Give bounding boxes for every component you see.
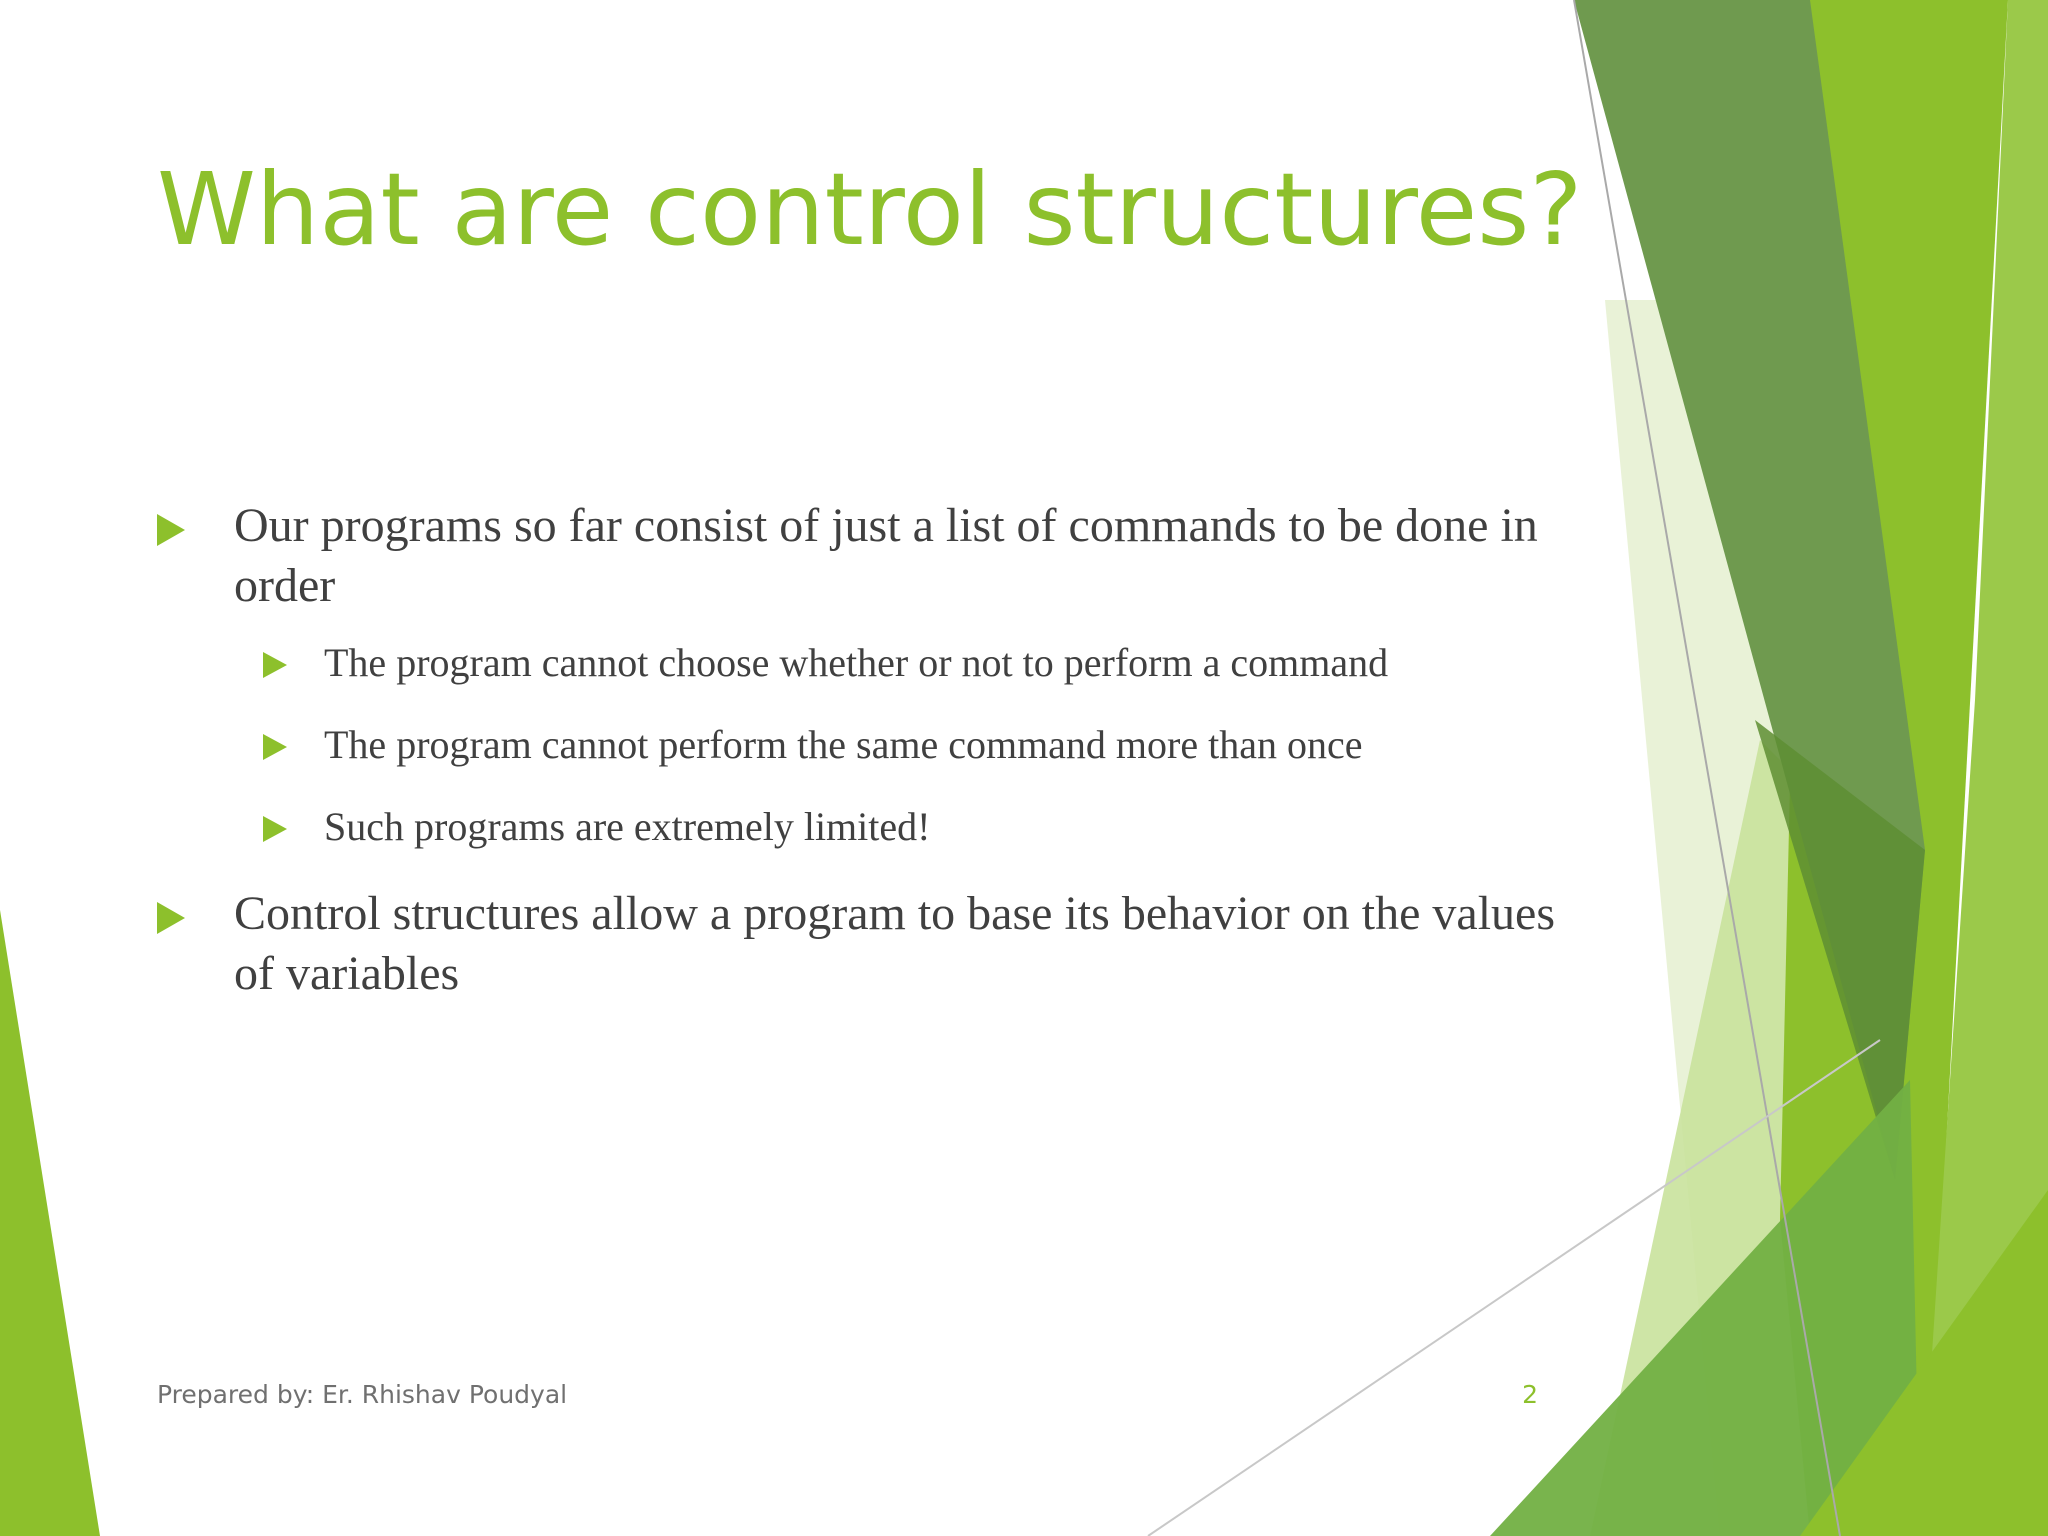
bullet-item — [157, 884, 1577, 1004]
triangle-right-icon — [263, 734, 287, 760]
bullet-text: Our programs so far consist of just a list of commands to be done in order — [234, 499, 1538, 612]
sub-bullet-text: Such programs are extremely limited! — [324, 804, 931, 849]
footer-author: Prepared by: Er. Rhishav Poudyal — [157, 1380, 568, 1409]
left-green-sliver — [0, 910, 100, 1536]
bullet-list — [157, 496, 1577, 1026]
sub-bullet-item — [263, 802, 1577, 852]
bullet-item — [157, 496, 1577, 616]
triangle-right-icon — [157, 902, 185, 934]
sub-bullet-text: The program cannot choose whether or not to perform a command — [324, 640, 1389, 685]
sub-bullet-text: The program cannot perform the same command more than once — [324, 722, 1363, 767]
triangle-right-icon — [157, 514, 185, 546]
triangle-right-icon — [263, 816, 287, 842]
slide-title: What are control structures? — [157, 151, 1583, 268]
sub-bullet-item — [263, 720, 1577, 770]
triangle-right-icon — [263, 652, 287, 678]
page-number: 2 — [1522, 1380, 1538, 1409]
bullet-text: Control structures allow a program to base its behavior on the values of variables — [234, 887, 1556, 1000]
sub-bullet-item — [263, 638, 1577, 688]
